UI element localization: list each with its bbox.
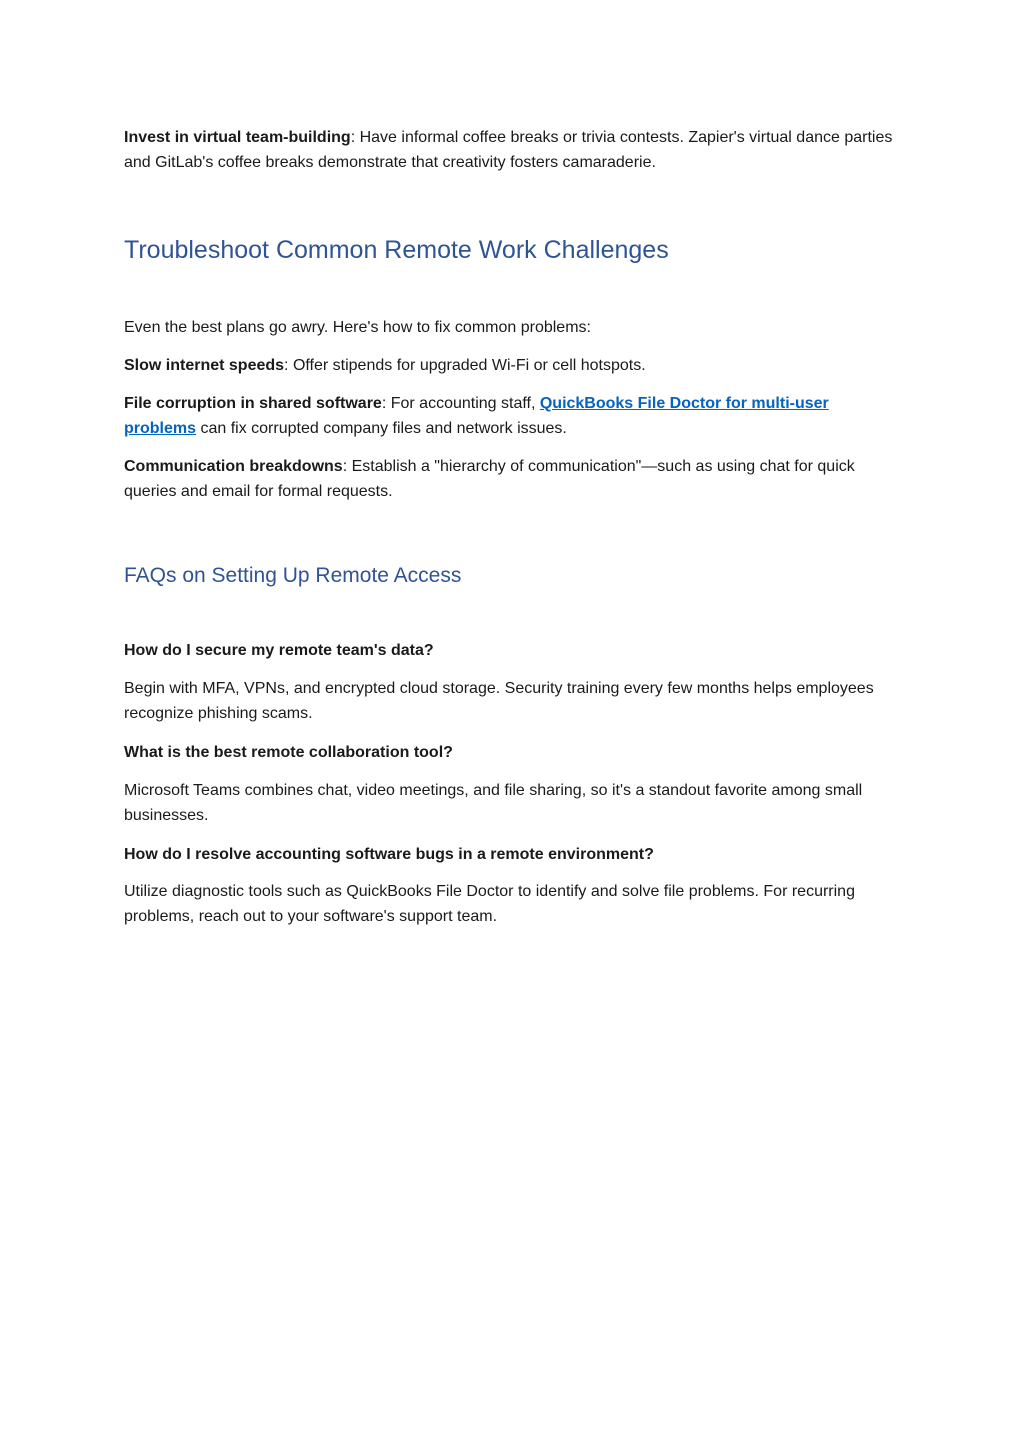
faq-answer: Utilize diagnostic tools such as QuickBooks File Doctor to identify and solve file problems. For recurring problems, reach out to your software's support team. xyxy=(124,883,855,925)
intro-bold-label: Invest in virtual team-building xyxy=(124,129,351,146)
faqs-heading: FAQs on Setting Up Remote Access xyxy=(124,564,462,587)
item-text-before: : For accounting staff, xyxy=(381,395,540,412)
faq-answer: Microsoft Teams combines chat, video meetings, and file sharing, so it's a standout favorite among small businesses. xyxy=(124,782,863,824)
faq-question: How do I secure my remote team's data? xyxy=(124,642,434,659)
troubleshoot-heading: Troubleshoot Common Remote Work Challenges xyxy=(124,236,669,264)
intro-paragraph xyxy=(124,125,894,175)
troubleshoot-lead: Even the best plans go awry. Here's how to fix common problems: xyxy=(124,319,591,336)
faq-answer: Begin with MFA, VPNs, and encrypted cloud storage. Security training every few months helps employees recognize phishing scams. xyxy=(124,680,874,722)
item-bold-label: Communication breakdowns xyxy=(124,458,343,475)
item-bold-label: File corruption in shared software xyxy=(124,395,382,412)
troubleshoot-item-communication xyxy=(124,454,894,504)
quickbooks-file-doctor-link[interactable]: QuickBooks File Doctor for multi-user problems xyxy=(124,395,829,437)
troubleshoot-item-file-corruption xyxy=(124,391,894,441)
item-text: : Establish a "hierarchy of communication"—such as using chat for quick queries and email for formal requests. xyxy=(124,458,855,500)
item-text: : Offer stipends for upgraded Wi-Fi or cell hotspots. xyxy=(284,357,646,374)
item-text-after: can fix corrupted company files and network issues. xyxy=(196,420,567,437)
faq-question: How do I resolve accounting software bugs in a remote environment? xyxy=(124,846,654,863)
faq-question: What is the best remote collaboration tool? xyxy=(124,744,453,761)
item-bold-label: Slow internet speeds xyxy=(124,357,285,374)
intro-text: : Have informal coffee breaks or trivia contests. Zapier's virtual dance parties and GitLab's coffee breaks demonstrate that creativity fosters camaraderie. xyxy=(124,129,893,171)
troubleshoot-item-slow-internet xyxy=(124,353,894,378)
